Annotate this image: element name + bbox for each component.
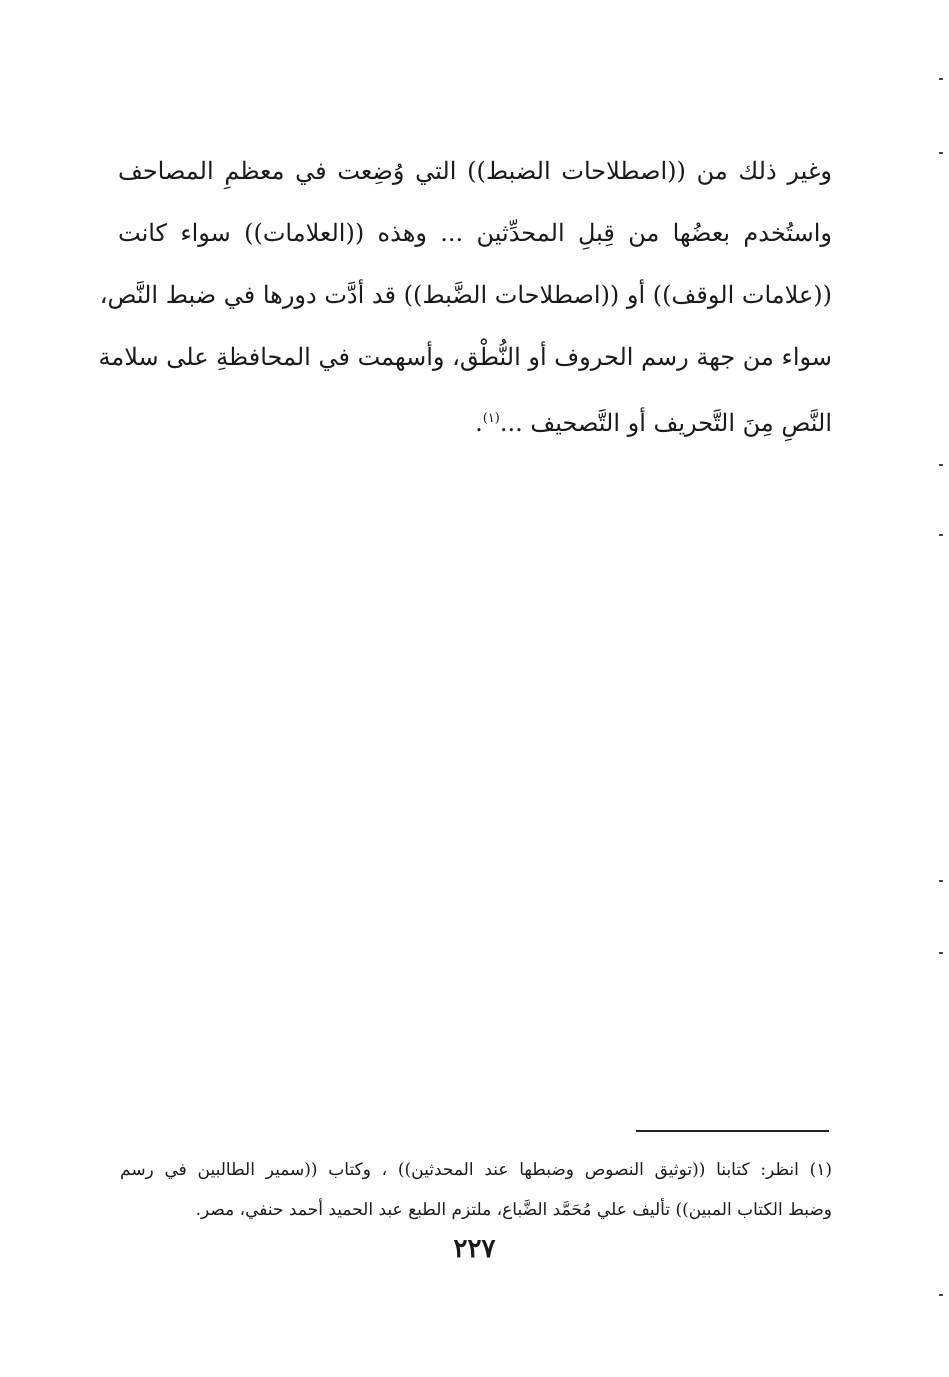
scan-edge-mark [939,880,943,882]
footnote-line-2: وضبط الكتاب المبين)) تأليف علي مُحَمَّد الضَّباع، ملتزم الطبع عبد الحميد أحمد حنفي، مصر. [195,1200,832,1220]
text-line-2: واستُخدم بعضُها من قِبلِ المحدِّثين ... وهذه ((العلامات)) سواء كانت [118,219,832,247]
scan-edge-mark [939,1294,943,1296]
scan-edge-mark [939,78,943,80]
text-line-1: وغير ذلك من ((اصطلاحات الضبط)) التي وُضِعت في معظمِ المصاحف [118,157,832,185]
scan-edge-mark [939,952,943,954]
footnote-line-1: (١) انظر: كتابنا ((توثيق النصوص وضبطها عند المحدثين)) ، وكتاب ((سمير الطالبين في رسم [120,1160,832,1180]
text-line-5-content: النَّصِ مِنَ التَّحريف أو التَّصحيف ... [499,409,832,437]
footnote-reference: (١) [482,411,500,426]
scan-edge-mark [939,464,943,466]
scan-edge-mark [939,534,943,536]
footnote-separator [636,1130,829,1132]
main-text [98,148,832,458]
footnotes [120,1152,832,1232]
text-line-5 [118,396,832,458]
final-period: . [475,409,483,437]
text-line-3: ((علامات الوقف)) أو ((اصطلاحات الضَّبط)) قد أدَّت دورها في ضبط النَّص، [99,281,832,309]
scan-edge-mark [939,152,943,154]
page-number: ٢٢٧ [453,1234,496,1264]
text-line-4: سواء من جهة رسم الحروف أو النُّطْق، وأسهمت في المحافظةِ على سلامة [98,343,832,371]
